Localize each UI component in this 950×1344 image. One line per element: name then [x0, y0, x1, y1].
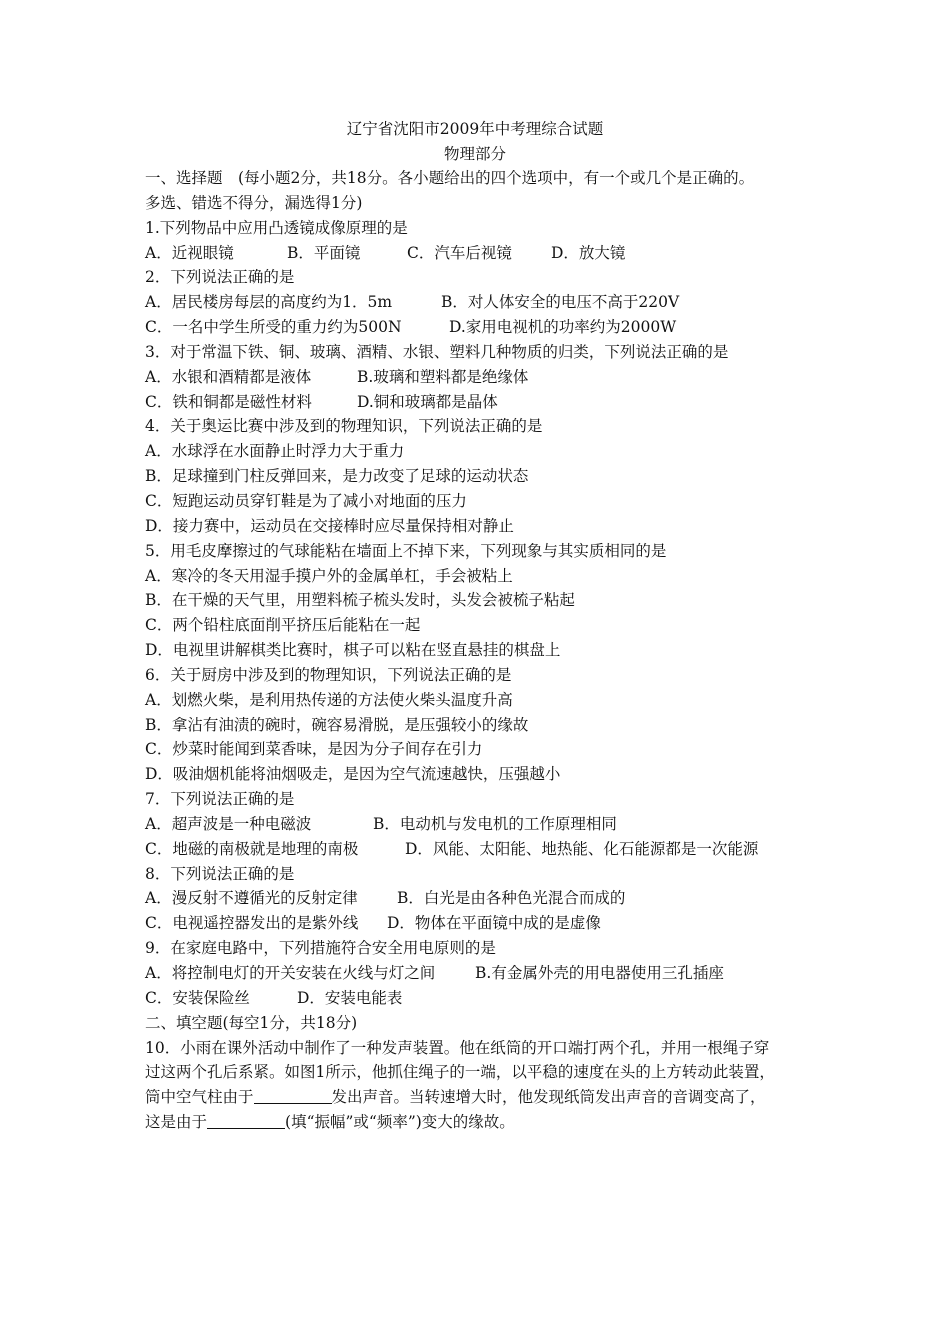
question-10-text: (填“振幅”或“频率”)变大的缘故。	[285, 1113, 515, 1132]
question-3-options-ab	[145, 365, 810, 390]
option-d: D．物体在平面镜中成的是虚像	[387, 914, 601, 933]
option-a: A．居民楼房每层的高度约为1．5m	[145, 293, 393, 312]
question-4-stem: 4．关于奥运比赛中涉及到的物理知识，下列说法正确的是	[145, 417, 543, 436]
option-c: C．安装保险丝	[145, 988, 250, 1007]
option-a: A．超声波是一种电磁波	[145, 814, 312, 833]
option-a: A．漫反射不遵循光的反射定律	[145, 889, 358, 908]
question-8-options-ab	[145, 886, 810, 911]
option-b: B．白光是由各种色光混合而成的	[397, 889, 626, 908]
document-subtitle: 物理部分	[443, 145, 506, 163]
question-3-options-cd	[145, 390, 810, 415]
question-10-line-4	[145, 1110, 810, 1135]
option-b: B．对人体安全的电压不高于220V	[441, 293, 680, 312]
option-d: D．风能、太阳能、地热能、化石能源都是一次能源	[405, 839, 759, 858]
question-9-stem: 9．在家庭电路中，下列措施符合安全用电原则的是	[145, 939, 496, 958]
section-heading-fill: 二、填空题(每空1分，共18分)	[145, 1013, 358, 1032]
option-d: D.铜和玻璃都是晶体	[357, 392, 498, 411]
option-d: D.家用电视机的功率约为2000W	[449, 318, 677, 337]
option-c: C．铁和铜都是磁性材料	[145, 392, 312, 411]
question-2-stem: 2．下列说法正确的是	[145, 268, 295, 287]
question-10-text: 发出声音。当转速增大时，他发现纸筒发出声音的音调变高了，	[331, 1088, 766, 1107]
option-b: B．电动机与发电机的工作原理相同	[373, 814, 617, 833]
section-heading-choice-cont: 多选、错选不得分，漏选得1分)	[145, 193, 363, 212]
document-body	[145, 166, 810, 1135]
question-10-text: 筒中空气柱由于	[145, 1088, 254, 1107]
option-b: B.有金属外壳的用电器使用三孔插座	[475, 964, 724, 982]
question-1-stem: 1.下列物品中应用凸透镜成像原理的是	[145, 218, 408, 237]
option-c: C．一名中学生所受的重力约为500N	[145, 318, 402, 337]
question-9-options-ab	[145, 961, 810, 986]
option-c: C．地磁的南极就是地理的南极	[145, 839, 359, 858]
question-6-stem: 6．关于厨房中涉及到的物理知识，下列说法正确的是	[145, 665, 512, 684]
option-d: D．安装电能表	[297, 988, 403, 1007]
option-c: C．电视遥控器发出的是紫外线	[145, 914, 359, 933]
option-b: B．平面镜	[287, 243, 361, 262]
question-1-options	[145, 241, 810, 266]
question-7-options-ab	[145, 812, 810, 837]
question-5-option-d: D．电视里讲解棋类比赛时，棋子可以粘在竖直悬挂的棋盘上	[145, 641, 561, 660]
question-4-option-c: C．短跑运动员穿钉鞋是为了减小对地面的压力	[145, 491, 467, 510]
question-5-option-b: B．在干燥的天气里，用塑料梳子梳头发时，头发会被梳子粘起	[145, 591, 575, 610]
option-a: A．水银和酒精都是液体	[145, 367, 312, 386]
option-a: A．近视眼镜	[145, 243, 234, 262]
question-10-line-2: 过这两个孔后系紧。如图1所示，他抓住绳子的一端，以平稳的速度在头的上方转动此装置，	[145, 1063, 775, 1082]
answer-blank-2[interactable]	[207, 1112, 285, 1129]
question-10-text: 这是由于	[145, 1113, 208, 1132]
question-4-option-a: A．水球浮在水面静止时浮力大于重力	[145, 442, 405, 461]
question-5-stem: 5．用毛皮摩擦过的气球能粘在墙面上不掉下来，下列现象与其实质相同的是	[145, 541, 667, 560]
question-4-option-d: D．接力赛中，运动员在交接棒时应尽量保持相对静止	[145, 516, 514, 535]
question-5-option-c: C．两个铅柱底面削平挤压后能粘在一起	[145, 616, 421, 635]
question-7-options-cd	[145, 837, 810, 862]
question-6-option-b: B．拿沾有油渍的碗时，碗容易滑脱，是压强较小的缘故	[145, 715, 529, 734]
question-10-line-3	[145, 1085, 810, 1110]
question-3-stem: 3．对于常温下铁、铜、玻璃、酒精、水银、塑料几种物质的归类，下列说法正确的是	[145, 342, 729, 361]
answer-blank-1[interactable]	[254, 1087, 332, 1104]
question-5-option-a: A．寒冷的冬天用湿手摸户外的金属单杠，手会被粘上	[145, 566, 513, 585]
option-a: A．将控制电灯的开关安装在火线与灯之间	[145, 964, 436, 982]
question-10-line-1: 10．小雨在课外活动中制作了一种发声装置。他在纸筒的开口端打两个孔，并用一根绳子穿	[145, 1038, 770, 1057]
question-2-options-ab	[145, 290, 810, 315]
question-9-options-cd	[145, 986, 810, 1011]
section-heading-choice: 一、选择题 (每小题2分，共18分。各小题给出的四个选项中，有一个或几个是正确的。	[145, 169, 755, 187]
question-6-option-c: C．炒菜时能闻到菜香味，是因为分子间存在引力	[145, 740, 483, 759]
question-6-option-a: A．划燃火柴，是利用热传递的方法使火柴头温度升高	[145, 690, 513, 709]
question-8-options-cd	[145, 911, 810, 936]
question-6-option-d: D．吸油烟机能将油烟吸走，是因为空气流速越快，压强越小	[145, 765, 561, 784]
option-b: B.玻璃和塑料都是绝缘体	[357, 367, 529, 386]
document-title: 辽宁省沈阳市2009年中考理综合试题	[346, 120, 604, 138]
question-8-stem: 8．下列说法正确的是	[145, 864, 295, 883]
question-7-stem: 7．下列说法正确的是	[145, 790, 295, 809]
question-2-options-cd	[145, 315, 810, 340]
option-c: C．汽车后视镜	[407, 243, 512, 262]
question-4-option-b: B．足球撞到门柱反弹回来，是力改变了足球的运动状态	[145, 467, 529, 486]
option-d: D．放大镜	[551, 243, 626, 262]
